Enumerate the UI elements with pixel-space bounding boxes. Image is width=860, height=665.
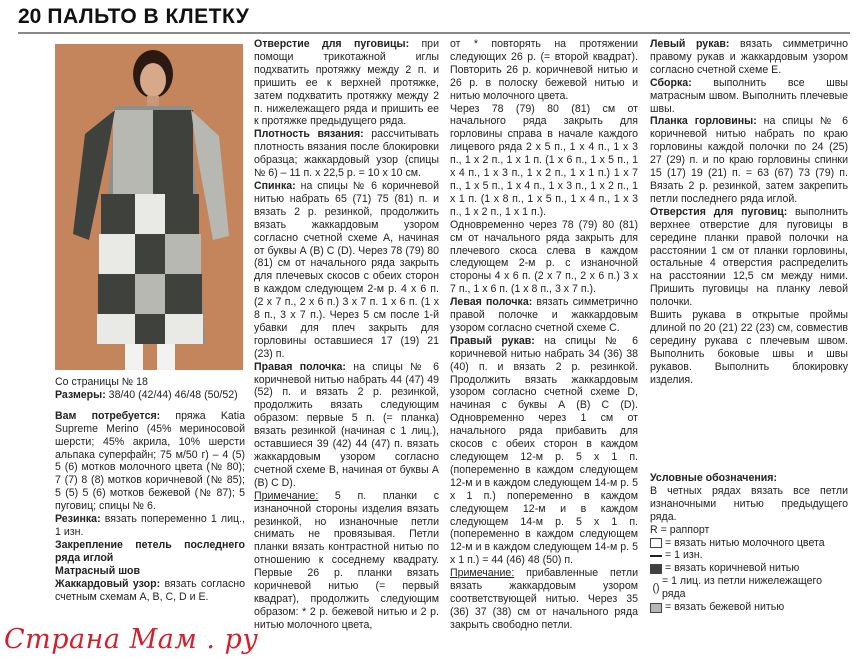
- left-front-label: Левая полочка:: [450, 296, 533, 309]
- jacquard-label: Жаккардовый узор:: [55, 577, 161, 590]
- neck-shaping-paragraph: Через 78 (79) 80 (81) см от начального ряда закрыть для горловины справа в начале каждого лицевого ряда 2 х 5 п., 1 х 4 п., 1 х 3 п., 1 х 2 п., 1 х 1 п. (1 х 6 п., 1 х 5 п., 1 х 4 п., 1 х 3 п., 1 х 2 п., 1 х 1 п.) 1 х 7 п., 1 х 5 п., 1 х 4 п., 1 х 3 п., 1 х 2 п., 1 х 1 п. (1 х 8 п., 1 х 5 п., 1 х 4 п., 1 х 3 п., 1 х 2 п., 1 х 1 п.).: [450, 102, 638, 218]
- right-sleeve-label: Правый рукав:: [450, 334, 535, 347]
- materials-label: Вам потребуется:: [55, 409, 161, 422]
- legend-lower: [650, 575, 848, 601]
- coat-photo: [55, 44, 243, 370]
- left-sleeve-paragraph: [650, 38, 848, 77]
- page-number: 20: [18, 5, 42, 28]
- sleeve-note-value: прибавленные петли вязать жаккардовым узором соответствующей нитью. Через 35 (36) 37 (38) см от начального ряда закрыть свободно петли.: [450, 567, 638, 631]
- buttonhole-paragraph: [254, 38, 439, 128]
- legend-milk-text: = вязать нитью молочного цвета: [665, 536, 825, 549]
- rib-label: Резинка:: [55, 513, 101, 526]
- coat-illustration: [55, 44, 243, 370]
- page-header: [18, 4, 249, 30]
- beige-swatch-icon: [650, 603, 662, 613]
- back-paragraph: [254, 180, 439, 361]
- legend-beige: [650, 601, 848, 614]
- back-label: Спинка:: [254, 179, 296, 192]
- from-page: Со страницы № 18: [55, 376, 148, 388]
- page-title: ПАЛЬТО В КЛЕТКУ: [47, 5, 250, 28]
- column-2: [254, 38, 439, 632]
- buttonhole-label: Отверстие для пуговицы:: [254, 38, 410, 50]
- assembly-label: Сборка:: [650, 76, 692, 89]
- jacquard-value: вязать согласно счетным схемам А, В, С, D и Е.: [55, 577, 246, 603]
- legend-lower-text: = 1 лиц. из петли нижележащего ряда: [661, 575, 822, 601]
- gauge-value: рассчитывать плотность вязания после блокировки образца; жаккардовый узор (спицы № 6) – 11 п. х 22,5 р. = 10 х 10 см.: [254, 128, 439, 180]
- left-sleeve-label: Левый рукав:: [650, 38, 730, 50]
- materials-value: пряжа Katia Supreme Merino (45% мериносовой шерсти; 45% акрила, 10% шерсти альпака суперфайн; 75 м/50 г) – 4 (5) 5 (6) мотков молочного цвета (№ 80); 7 (7) 8 (8) мотков коричневой (№ 85); 5 (5) 5 (6) мотков бежевой (№ 87); 5 пуговиц; спицы № 6.: [55, 409, 245, 513]
- legend: [650, 472, 848, 614]
- note-value: 5 п. планки с изнаночной стороны изделия вязать резинкой, но изнаночные петли снимать не провязывая. Петли планки вязать контрастной нитью по отношению к соседнему квадрату. Первые 26 р. планки вязать коричневой нитью (= первый квадрат), продолжить следующим образом: * 2 р. бежевой нитью и 2 р. нитью молочного цвета,: [254, 489, 439, 631]
- gauge-label: Плотность вязания:: [254, 128, 364, 141]
- legend-purl-text: = 1 изн.: [665, 549, 703, 562]
- site-logo[interactable]: Страна Мам . ру: [4, 624, 259, 655]
- left-front-paragraph: [450, 296, 638, 335]
- lower-loop-icon: (): [652, 581, 660, 594]
- column-4: [650, 38, 848, 614]
- shoulder-paragraph: Одновременно через 78 (79) 80 (81) см от начального ряда закрыть для плечевого скоса слева в каждом следующем 2-м р. с изнаночной стороны 4 х 6 п. (2 х 7 п., 2 х 6 п.) 3 х 7 п., 1 х 6 п. (1 х 8 п., 3 х 7 п.).: [450, 218, 638, 296]
- right-front-value: на спицы № 6 коричневой нитью набрать 44 (47) 49 (52) п. и вязать 2 р. резинкой, продолжить вязать следующим образом: первые 5 п. (= планка) вязать резинкой (начиная с 1 лиц.), оставшиеся 39 (42) 44 (47) п. вязать жаккардовым узором согласно счетной схеме В, начиная от буквы А (В) С D).: [254, 360, 439, 489]
- stripe-paragraph: от * повторять на протяжении следующих 26 р. (= второй квадрат). Повторить 26 р. коричневой нитью и 26 р. в полоску бежевой нитью и нитью молочного цвета.: [450, 38, 638, 102]
- legend-beige-text: = вязать бежевой нитью: [665, 601, 785, 614]
- legend-purl: [650, 549, 848, 562]
- sizes-value: 38/40 (42/44) 46/48 (50/52): [105, 388, 238, 401]
- neckband-value: на спицы № 6 коричневой нитью набрать по краю горловины каждой полочки по 24 (25) 27 (29) п. и по краю горловины спинки 15 (17) 19 (21) п. = 63 (67) 73 (79) п. Вязать 2 р. резинкой, затем закрепить петли последнего ряда иглой.: [650, 115, 848, 205]
- legend-title: Условные обозначения:: [650, 472, 777, 484]
- sleeve-note-label: Примечание:: [450, 567, 515, 580]
- legend-intro: В четных рядах вязать все петли изнаночными нитью предыдущего ряда.: [650, 484, 848, 523]
- legend-repeat: R = раппорт: [650, 523, 710, 536]
- buttonholes-paragraph: [650, 206, 848, 309]
- finishing-paragraph: Вшить рукава в открытые проймы длиной по 20 (21) 22 (23) см, совместив середину рукава с плечевым швом. Выполнить боковые швы и швы рукавов. Выполнить блокировку изделия.: [650, 309, 848, 386]
- assembly-paragraph: [650, 77, 848, 116]
- milk-swatch-icon: [650, 538, 662, 548]
- assembly-value: выполнить все швы матрасным швом. Выполнить плечевые швы.: [650, 76, 848, 115]
- buttonholes-label: Отверстия для пуговиц:: [650, 205, 788, 218]
- sizes-paragraph: [55, 389, 245, 402]
- legend-brown: [650, 562, 848, 575]
- legend-brown-text: = вязать коричневой нитью: [665, 562, 800, 575]
- right-sleeve-value: на спицы № 6 коричневой нитью набрать 34 (36) 38 (40) п. и вязать 2 р. резинкой. Продолжить вязать жаккардовым узором согласно счетной схеме D, начиная с буквы А (В) С (D). Одновременно через 1 см от начального ряда прибавить для скосов с обеих сторон в каждом следующем 12-м р. 5 х 1 п. (попеременно в каждом следующем 12-м и в каждом следующем 14-м р. 5 х 1 п.) попеременно в каждом следующем 12-м и в каждом следующем 14-м р. 5 х 1 п. (попеременно в каждом следующем 12-м и в каждом следующем 14-м р. 5 х 1 п.) = 44 (46) 48 (50) п.: [450, 334, 639, 567]
- column-1: [55, 376, 245, 603]
- buttonhole-value: при помощи трикотажной иглы подхватить протяжку между 2 п. и пришить ее к верхней протяжке, затем подхватить протяжку между 2 п. нижележащего ряда и пришить ее к протяжке предыдущего ряда.: [254, 38, 439, 128]
- left-sleeve-value: вязать симметрично правому рукав и жаккардовым узором согласно счетной схеме Е.: [650, 38, 848, 76]
- right-front-paragraph: [254, 361, 439, 490]
- left-front-value: вязать симметрично правой полочке и жаккардовым узором согласно счетной схеме С.: [450, 296, 638, 334]
- legend-milk: [650, 537, 848, 550]
- neckband-label: Планка горловины:: [650, 115, 757, 128]
- purl-dash-icon: [650, 555, 662, 557]
- header-rule: [18, 32, 850, 34]
- right-sleeve-paragraph: [450, 335, 638, 567]
- mattress-label: Матрасный шов: [55, 564, 141, 577]
- note-label: Примечание:: [254, 489, 319, 502]
- neckband-paragraph: [650, 115, 848, 205]
- brown-swatch-icon: [650, 564, 662, 574]
- sizes-label: Размеры:: [55, 388, 106, 401]
- rib-value: вязать попеременно 1 лиц., 1 изн.: [55, 513, 245, 538]
- materials-paragraph: [55, 410, 245, 513]
- buttonholes-value: выполнить верхнее отверстие для пуговицы в середине планки правой полочки на расстоянии 1 см от планки горловины, остальные 4 отверстия распределить на расстоянии 12,5 см между ними. Пришить пуговицы на планку левой полочки.: [650, 205, 848, 309]
- sleeve-note-paragraph: [450, 567, 638, 632]
- gauge-paragraph: [254, 128, 439, 180]
- fix-label: Закрепление петель последнего ряда иглой: [55, 538, 245, 564]
- note-paragraph: [254, 490, 439, 632]
- back-value: на спицы № 6 коричневой нитью набрать 65 (71) 75 (81) п. и вязать 2 р. резинкой, продолжить вязать жаккардовым узором согласно счетной схеме А, начиная от буквы А (В) С (D). Через 78 (79) 80 (81) см от начального ряда закрыть для плечевых скосов с обеих сторон в каждом следующем 2-м р. 4 х 6 п. (2 х 7 п., 2 х 6 п.) 3 х 7 п. 1 х 6 п. (1 х 8 п., 3 х 7 п.). Через 5 см после 1-й убавки для плеч закрыть для горловины оставшиеся 17 (19) 21 (23) п.: [254, 179, 439, 360]
- right-front-label: Правая полочка:: [254, 360, 346, 373]
- column-3: [450, 38, 638, 632]
- rib-paragraph: [55, 513, 245, 539]
- jacquard-paragraph: [55, 578, 245, 604]
